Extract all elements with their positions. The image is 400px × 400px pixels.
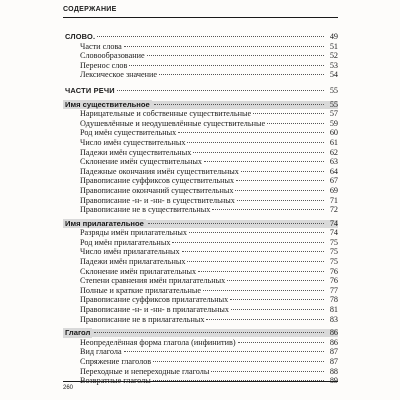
toc-entry[interactable] <box>63 196 338 206</box>
dot-leader <box>241 171 324 172</box>
toc-page-number: 75 <box>329 257 338 267</box>
toc-page-number: 87 <box>329 357 338 366</box>
toc-page-number: 60 <box>329 128 338 138</box>
dot-leader <box>227 280 324 281</box>
dot-leader <box>129 65 324 66</box>
dot-leader <box>204 161 324 162</box>
dot-leader <box>148 223 324 224</box>
toc-entry-title: Глагол <box>65 328 91 338</box>
toc-entry-title: Правописание -н- и -нн- в прилагательных <box>80 305 229 315</box>
toc-page-number: 55 <box>329 99 338 109</box>
toc-entry-title: Неопределённая форма глагола (инфинитив) <box>80 337 236 347</box>
toc-entry[interactable] <box>63 51 338 61</box>
toc-entry-title: ЧАСТИ РЕЧИ <box>65 85 115 95</box>
toc-entry[interactable] <box>63 157 338 167</box>
toc-entry-title: Имя существительное <box>65 99 150 109</box>
toc-entry[interactable] <box>63 148 338 158</box>
toc-entry[interactable] <box>63 138 338 148</box>
toc-entry[interactable] <box>63 357 338 367</box>
toc-entry-title: Лексическое значение <box>80 70 158 80</box>
dot-leader <box>193 152 324 153</box>
toc-section-entry[interactable] <box>63 86 338 96</box>
dot-leader <box>187 142 324 143</box>
toc-entry-title: Род имён прилагательных <box>80 237 171 247</box>
toc-entry-title: Разряды имён прилагательных <box>80 228 187 238</box>
toc-entry[interactable] <box>63 286 338 296</box>
toc-entry[interactable] <box>63 228 338 238</box>
toc-entry[interactable] <box>63 315 338 325</box>
toc-entry[interactable] <box>63 70 338 80</box>
toc-entry[interactable] <box>63 347 338 357</box>
toc-entry-title: СЛОВО. <box>65 32 96 41</box>
toc-entry-title: Правописание суффиксов существительных <box>80 176 235 186</box>
toc-page-number: 52 <box>329 51 338 61</box>
toc-entry[interactable] <box>63 109 338 119</box>
toc-entry[interactable] <box>63 276 338 286</box>
toc-page-number: 59 <box>329 118 338 128</box>
toc-entry-title: Падежные окончания имён существительных <box>80 166 239 176</box>
toc-entry-title: Падежи имён существительных <box>80 147 192 157</box>
dot-leader <box>267 123 324 124</box>
dot-leader <box>211 371 324 372</box>
dot-leader <box>159 74 324 75</box>
toc-page-number: 77 <box>329 285 338 295</box>
toc-page-number: 69 <box>329 185 338 195</box>
toc-page-number: 62 <box>329 147 338 157</box>
toc-page-number: 76 <box>329 266 338 276</box>
toc-entry[interactable] <box>63 119 338 129</box>
toc-page-number: 54 <box>329 70 338 80</box>
toc-entry-title: Нарицательные и собственные существительные <box>80 109 252 119</box>
toc-entry-title: Правописание не в прилагательных <box>80 314 205 324</box>
toc-page-number: 75 <box>329 237 338 247</box>
dot-leader <box>97 36 324 37</box>
toc-section-entry[interactable] <box>63 100 338 110</box>
toc-entry-title: Число имён существительных <box>80 137 186 147</box>
toc-entry[interactable] <box>63 247 338 257</box>
dot-leader <box>147 55 324 56</box>
dot-leader <box>117 90 324 91</box>
toc-entry-title: Спряжение глаголов <box>80 357 152 366</box>
header-rule <box>63 17 338 18</box>
toc-page-number: 72 <box>329 205 338 215</box>
toc-section-entry[interactable] <box>63 219 338 229</box>
toc-entry[interactable] <box>63 238 338 248</box>
dot-leader <box>238 342 324 343</box>
toc-entry-title: Полные и краткие прилагательные <box>80 285 201 295</box>
toc-page-number: 61 <box>329 137 338 147</box>
toc-page-number: 64 <box>329 166 338 176</box>
toc-page-number: 74 <box>329 218 338 228</box>
toc-page-number: 74 <box>329 228 338 238</box>
toc-page-number: 67 <box>329 176 338 186</box>
toc-entry[interactable] <box>63 61 338 71</box>
toc-entry-title: Вид глагола <box>80 347 122 357</box>
toc-page-number: 86 <box>329 337 338 347</box>
table-of-contents <box>63 32 338 386</box>
page-header-title: СОДЕРЖАНИЕ <box>63 6 117 13</box>
toc-entry-title: Степени сравнения имён прилагательных <box>80 276 226 286</box>
toc-section-entry[interactable] <box>63 32 338 42</box>
dot-leader <box>230 299 324 300</box>
toc-entry[interactable] <box>63 267 338 277</box>
toc-entry[interactable] <box>63 167 338 177</box>
toc-entry-title: Падежи имён прилагательных <box>80 257 186 267</box>
toc-page-number: 49 <box>329 32 338 41</box>
toc-entry-title: Части слова <box>80 41 122 51</box>
dot-leader <box>236 180 324 181</box>
toc-entry[interactable] <box>63 295 338 305</box>
toc-entry-title: Словообразование <box>80 51 145 61</box>
dot-leader <box>172 242 324 243</box>
toc-page-number: 57 <box>329 109 338 119</box>
dot-leader <box>153 361 324 362</box>
toc-entry-title: Склонение имён существительных <box>80 157 202 167</box>
toc-page-number: 76 <box>329 276 338 286</box>
toc-page-number: 71 <box>329 195 338 205</box>
toc-entry[interactable] <box>63 205 338 215</box>
toc-entry-title: Правописание суффиксов прилагательных <box>80 295 229 305</box>
toc-entry[interactable] <box>63 128 338 138</box>
dot-leader <box>154 104 324 105</box>
dot-leader <box>206 319 324 320</box>
dot-leader <box>182 251 324 252</box>
toc-entry[interactable] <box>63 305 338 315</box>
dot-leader <box>198 271 324 272</box>
toc-entry-title: Переходные и непереходные глаголы <box>80 366 210 376</box>
dot-leader <box>187 261 324 262</box>
toc-page-number: 51 <box>329 41 338 51</box>
dot-leader <box>203 290 324 291</box>
toc-entry-title: Имя прилагательное <box>65 218 144 228</box>
page-number: 260 <box>63 385 74 391</box>
toc-page-number: 78 <box>329 295 338 305</box>
toc-entry-title: Число имён прилагательных <box>80 247 180 257</box>
dot-leader <box>94 332 324 333</box>
footer-rule <box>63 381 338 382</box>
toc-page-number: 53 <box>329 60 338 70</box>
toc-entry[interactable] <box>63 186 338 196</box>
toc-entry[interactable] <box>63 257 338 267</box>
toc-page-number: 83 <box>329 314 338 324</box>
toc-entry-title: Правописание -н- и -нн- в существительных <box>80 195 235 205</box>
toc-entry-title: Склонение имён прилагательных <box>80 266 197 276</box>
toc-entry[interactable] <box>63 338 338 348</box>
toc-entry[interactable] <box>63 42 338 52</box>
dot-leader <box>253 113 324 114</box>
dot-leader <box>124 46 324 47</box>
toc-entry-title: Правописание окончаний существительных <box>80 185 234 195</box>
toc-page-number: 81 <box>329 305 338 315</box>
dot-leader <box>237 200 324 201</box>
toc-entry[interactable] <box>63 367 338 377</box>
toc-page-number: 88 <box>329 366 338 376</box>
dot-leader <box>235 190 324 191</box>
dot-leader <box>189 232 324 233</box>
toc-section-entry[interactable] <box>63 328 338 338</box>
toc-entry-title: Перенос слов <box>80 60 128 70</box>
toc-entry[interactable] <box>63 176 338 186</box>
dot-leader <box>212 209 324 210</box>
toc-entry-title: Одушевлённые и неодушевлённые существительные <box>80 118 266 128</box>
toc-entry-title: Род имён существительных <box>80 128 177 138</box>
dot-leader <box>178 132 324 133</box>
toc-page-number: 55 <box>329 85 338 95</box>
toc-page-number: 86 <box>329 328 338 338</box>
dot-leader <box>231 309 324 310</box>
dot-leader <box>124 351 324 352</box>
toc-page-number: 75 <box>329 247 338 257</box>
toc-entry-title: Правописание не в существительных <box>80 205 211 215</box>
toc-page-number: 63 <box>329 157 338 167</box>
toc-page-number: 87 <box>329 347 338 357</box>
